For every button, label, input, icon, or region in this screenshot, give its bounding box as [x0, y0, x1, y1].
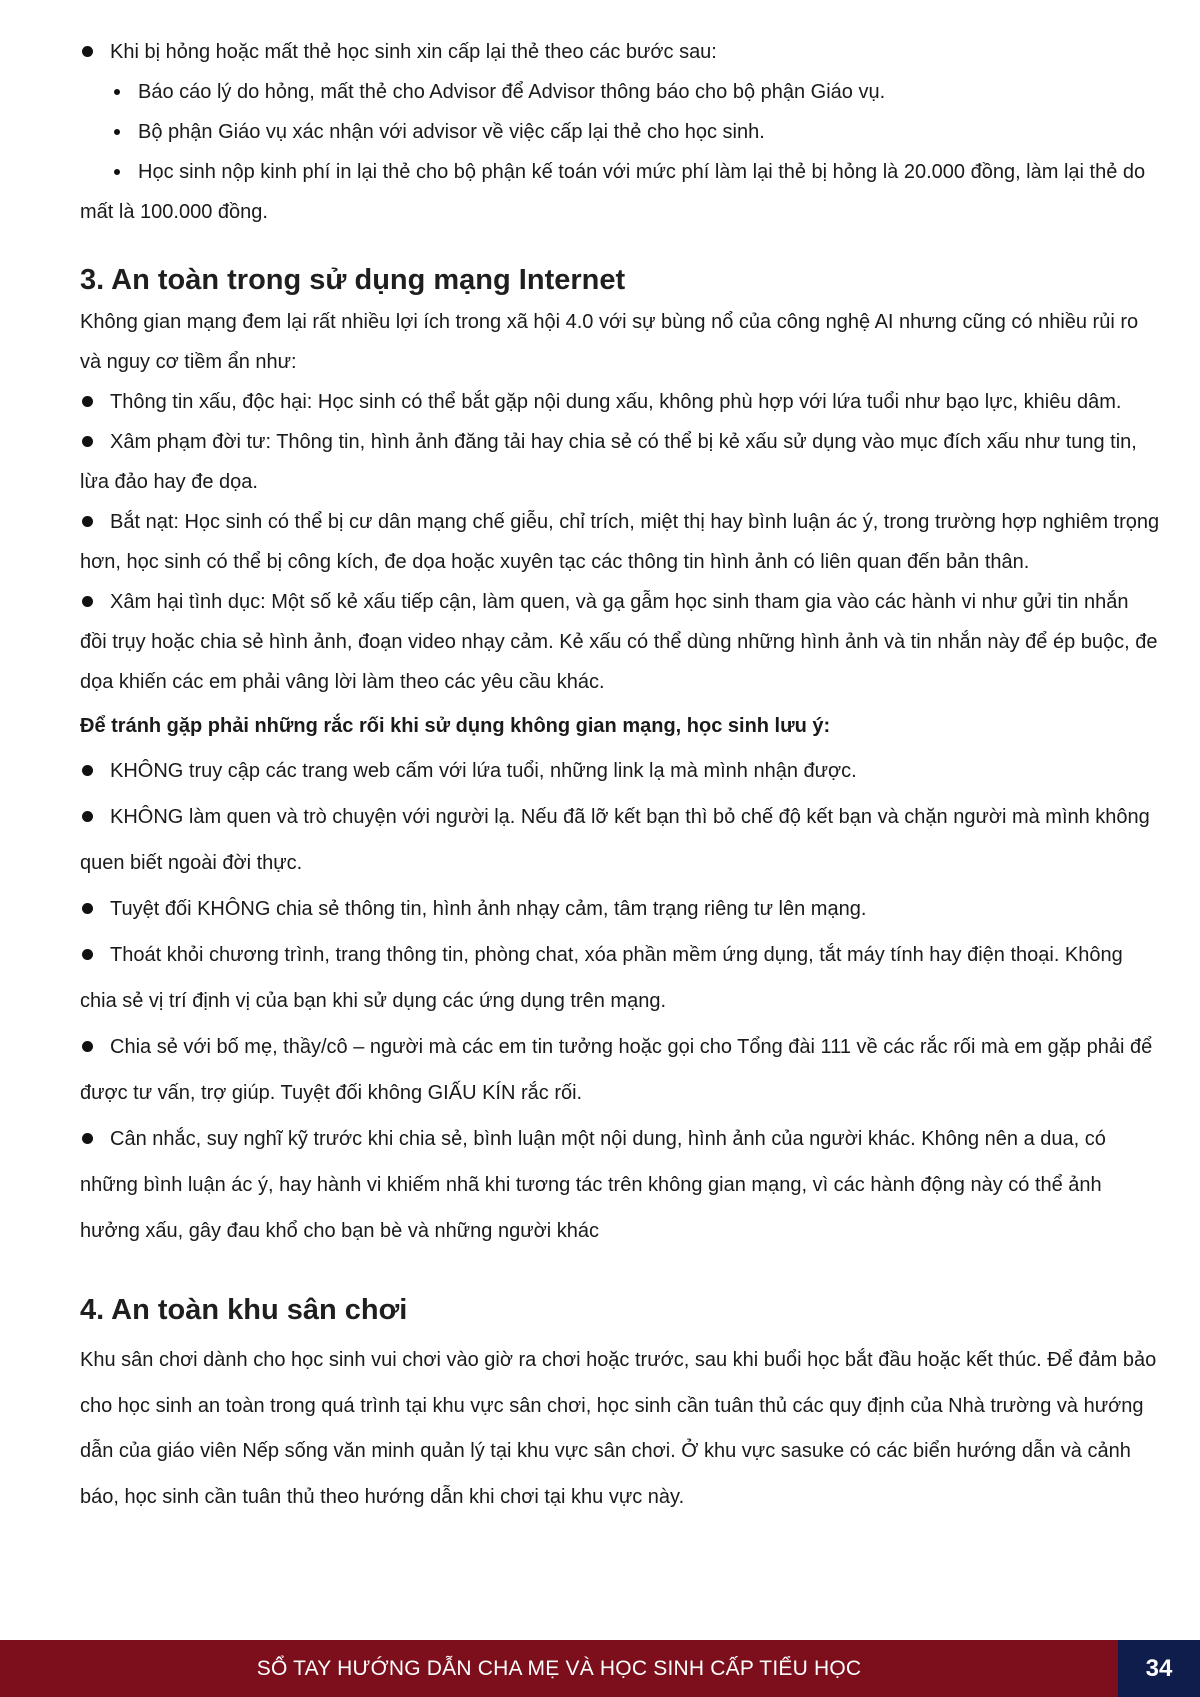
list-item: Chia sẻ với bố mẹ, thầy/cô – người mà các em tin tưởng hoặc gọi cho Tổng đài 111 về các rắc rối mà em gặp phải để được tư vấn, trợ giúp. Tuyệt đối không GIẤU KÍN rắc rối. — [80, 1024, 1160, 1116]
advice-heading: Để tránh gặp phải những rắc rối khi sử dụng không gian mạng, học sinh lưu ý: — [80, 715, 831, 737]
sub-list-item: Bộ phận Giáo vụ xác nhận với advisor về việc cấp lại thẻ cho học sinh. — [80, 112, 1160, 152]
page-footer — [0, 1640, 1200, 1697]
list-item: KHÔNG truy cập các trang web cấm với lứa tuổi, những link lạ mà mình nhận được. — [80, 748, 1160, 794]
playground-section — [80, 1338, 1160, 1520]
page-content — [80, 32, 1160, 1520]
list-item: Khi bị hỏng hoặc mất thẻ học sinh xin cấp lại thẻ theo các bước sau: — [80, 32, 1160, 72]
section-heading-playground-safety: 4. An toàn khu sân chơi — [80, 1294, 408, 1326]
list-item: Xâm hại tình dục: Một số kẻ xấu tiếp cận, làm quen, và gạ gẫm học sinh tham gia vào các hành vi như gửi tin nhắn đồi trụy hoặc chia sẻ hình ảnh, đoạn video nhạy cảm. Kẻ xấu có thể dùng những hình ảnh và tin nhắn này để ép buộc, đe dọa khiến các em phải vâng lời làm theo các yêu cầu khác. — [80, 582, 1160, 702]
list-item: Bắt nạt: Học sinh có thể bị cư dân mạng chế giễu, chỉ trích, miệt thị hay bình luận ác ý, trong trường hợp nghiêm trọng hơn, học sinh có thể bị công kích, đe dọa hoặc xuyên tạc các thông tin hình ảnh có liên quan đến bản thân. — [80, 502, 1160, 582]
section-body: Khu sân chơi dành cho học sinh vui chơi vào giờ ra chơi hoặc trước, sau khi buổi học bắt đầu hoặc kết thúc. Để đảm bảo cho học sinh an toàn trong quá trình tại khu vực sân chơi, học sinh cần tuân thủ các quy định của Nhà trường và hướng dẫn của giáo viên Nếp sống văn minh quản lý tại khu vực sân chơi. Ở khu vực sasuke có các biển hướng dẫn và cảnh báo, học sinh cần tuân thủ theo hướng dẫn khi chơi tại khu vực này. — [80, 1349, 1157, 1508]
list-item: Xâm phạm đời tư: Thông tin, hình ảnh đăng tải hay chia sẻ có thể bị kẻ xấu sử dụng vào mục đích xấu như tung tin, lừa đảo hay đe dọa. — [80, 422, 1160, 502]
internet-risks — [80, 302, 1160, 702]
internet-advice-list — [80, 748, 1160, 1254]
page-number: 34 — [1145, 1655, 1173, 1682]
sub-list-item: Học sinh nộp kinh phí in lại thẻ cho bộ phận kế toán với mức phí làm lại thẻ bị hỏng là 20.000 đồng, làm lại thẻ do mất là 100.000 đồng. — [80, 152, 1160, 232]
list-item: KHÔNG làm quen và trò chuyện với người lạ. Nếu đã lỡ kết bạn thì bỏ chế độ kết bạn và chặn người mà mình không quen biết ngoài đời thực. — [80, 794, 1160, 886]
section-intro: Không gian mạng đem lại rất nhiều lợi ích trong xã hội 4.0 với sự bùng nổ của công nghệ AI nhưng cũng có nhiều rủi ro và nguy cơ tiềm ẩn như: — [80, 311, 1139, 373]
page-number-box — [1118, 1640, 1200, 1697]
list-item: Tuyệt đối KHÔNG chia sẻ thông tin, hình ảnh nhạy cảm, tâm trạng riêng tư lên mạng. — [80, 886, 1160, 932]
sub-list-item: Báo cáo lý do hỏng, mất thẻ cho Advisor để Advisor thông báo cho bộ phận Giáo vụ. — [80, 72, 1160, 112]
list-item: Cân nhắc, suy nghĩ kỹ trước khi chia sẻ, bình luận một nội dung, hình ảnh của người khác. Không nên a dua, có những bình luận ác ý, hay hành vi khiếm nhã khi tương tác trên không gian mạng, vì các hành động này có thể ảnh hưởng xấu, gây đau khổ cho bạn bè và những người khác — [80, 1116, 1160, 1254]
footer-title: SỔ TAY HƯỚNG DẪN CHA MẸ VÀ HỌC SINH CẤP TIỂU HỌC — [256, 1657, 862, 1680]
list-item: Thông tin xấu, độc hại: Học sinh có thể bắt gặp nội dung xấu, không phù hợp với lứa tuổi như bạo lực, khiêu dâm. — [80, 382, 1160, 422]
section-heading-internet-safety: 3. An toàn trong sử dụng mạng Internet — [80, 264, 626, 296]
list-item: Thoát khỏi chương trình, trang thông tin, phòng chat, xóa phần mềm ứng dụng, tắt máy tính hay điện thoại. Không chia sẻ vị trí định vị của bạn khi sử dụng các ứng dụng trên mạng. — [80, 932, 1160, 1024]
card-replacement-list — [80, 32, 1160, 232]
